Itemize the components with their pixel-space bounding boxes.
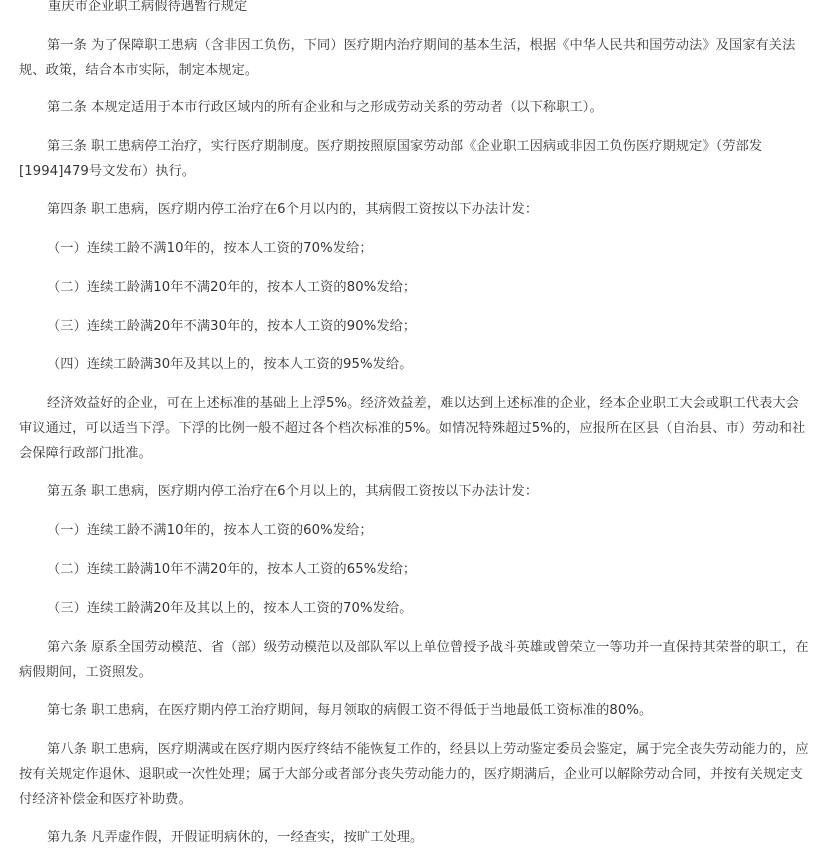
article-4-adjustment: 经济效益好的企业，可在上述标准的基础上上浮5%。经济效益差，难以达到上述标准的企业，经本企业职工大会或职工代表大会审议通过，可以适当下浮。下浮的比例一般不超过各个档次标准的5%。如情况特殊超过5%的，应报所在区县（自治县、市）劳动和社会保障行政部门批准。 [19, 396, 806, 461]
article-5-item-3: （三）连续工龄满20年及其以上的，按本人工资的70%发给。 [47, 601, 413, 616]
article-5-item-2: （二）连续工龄满10年不满20年的，按本人工资的65%发给； [47, 562, 417, 577]
article-1: 第一条 为了保障职工患病（含非因工负伤，下同）医疗期内治疗期间的基本生活，根据《中华人民共和国劳动法》及国家有关法规、政策，结合本市实际，制定本规定。 [19, 38, 796, 78]
article-5: 第五条 职工患病，医疗期内停工治疗在6个月以上的，其病假工资按以下办法计发： [47, 484, 539, 499]
article-4-item-3: （三）连续工龄满20年不满30年的，按本人工资的90%发给； [47, 319, 417, 334]
article-2: 第二条 本规定适用于本市行政区域内的所有企业和与之形成劳动关系的劳动者（以下称职工）。 [47, 100, 603, 115]
article-6: 第六条 原系全国劳动模范、省（部）级劳动模范以及部队军以上单位曾授予战斗英雄或曾荣立一等功并一直保持其荣誉的职工，在病假期间，工资照发。 [19, 640, 809, 680]
article-8: 第八条 职工患病，医疗期满或在医疗期内医疗终结不能恢复工作的，经县以上劳动鉴定委员会鉴定，属于完全丧失劳动能力的，应按有关规定作退休、退职或一次性处理；属于大部分或者部分丧失劳动能力的，医疗期满后，企业可以解除劳动合同，并按有关规定支付经济补偿金和医疗补助费。 [19, 742, 809, 807]
article-4-item-1: （一）连续工龄不满10年的，按本人工资的70%发给； [47, 241, 373, 256]
article-5-item-1: （一）连续工龄不满10年的，按本人工资的60%发给； [47, 523, 373, 538]
article-7: 第七条 职工患病，在医疗期内停工治疗期间，每月领取的病假工资不得低于当地最低工资标准的80%。 [47, 703, 653, 718]
article-9: 第九条 凡弄虚作假，开假证明病休的，一经查实，按旷工处理。 [47, 830, 424, 845]
article-4-item-4: （四）连续工龄满30年及其以上的，按本人工资的95%发给。 [47, 357, 413, 372]
article-3: 第三条 职工患病停工治疗，实行医疗期制度。医疗期按照原国家劳动部《企业职工因病或非因工负伤医疗期规定》（劳部发[1994]479号文发布）执行。 [19, 139, 763, 179]
document-title: 重庆市企业职工病假待遇暂行规定 [48, 0, 248, 14]
article-4-item-2: （二）连续工龄满10年不满20年的，按本人工资的80%发给； [47, 280, 417, 295]
article-4: 第四条 职工患病，医疗期内停工治疗在6个月以内的，其病假工资按以下办法计发： [47, 202, 539, 217]
